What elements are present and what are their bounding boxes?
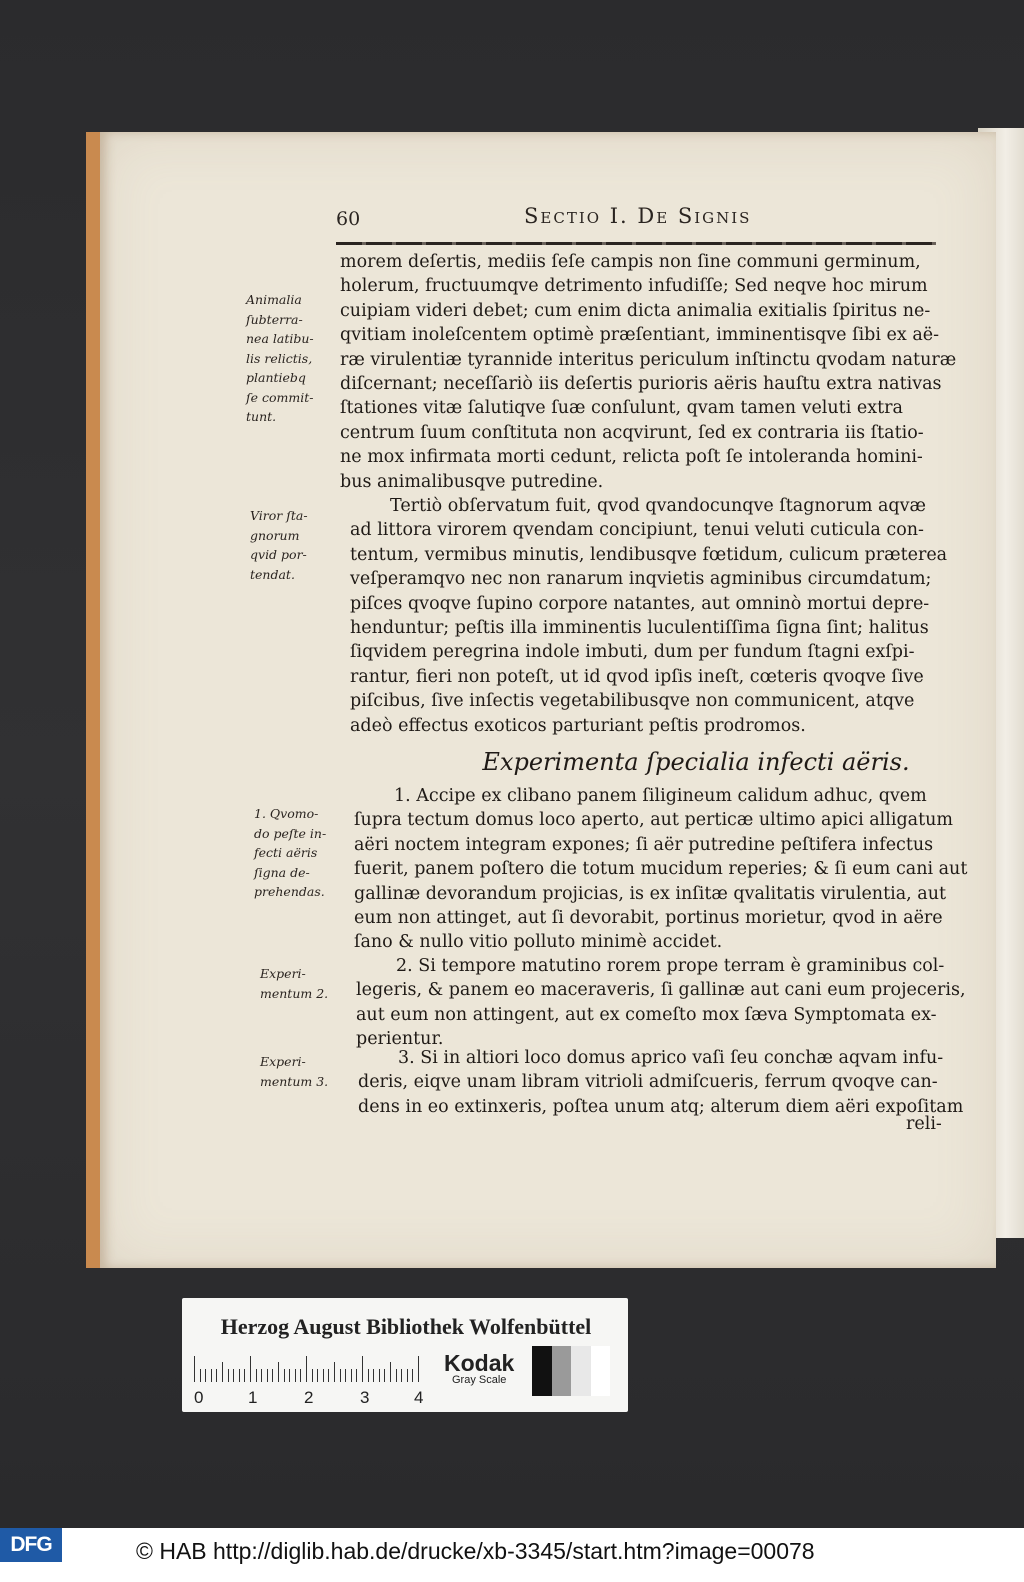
text-line: dens in eo extinxeris, poſtea unum atq; alterum diem aëri expoſitam bbox=[358, 1096, 964, 1117]
ruler-scale bbox=[194, 1354, 430, 1382]
margin-note-viror: Viror ſta- gnorum qvid por- tendat. bbox=[250, 508, 308, 582]
text-line: ſano & nullo vitio polluto minimè accidet. bbox=[354, 932, 723, 953]
ruler-tick bbox=[407, 1369, 408, 1382]
text-line: legeris, & panem eo maceraveris, ſi gallinæ aut cani eum projeceris, bbox=[356, 980, 966, 1001]
paragraph-3 bbox=[354, 784, 968, 955]
text-line: bus animalibusqve putredine. bbox=[340, 471, 604, 492]
text-line: diſcernant; neceſſariò iis deſertis purioris aëris hauſtu extra nativas bbox=[340, 374, 942, 395]
paragraph-5 bbox=[358, 1046, 964, 1119]
ruler-tick bbox=[295, 1369, 296, 1382]
ruler-tick bbox=[272, 1369, 273, 1382]
text-line: ſupra tectum domus loco aperto, aut perticæ ultimo apici alligatum bbox=[354, 810, 953, 831]
paragraph-2 bbox=[350, 494, 948, 738]
text-line: ræ virulentiæ tyrannide interitus periculum inſtinctu qvodam naturæ bbox=[340, 349, 957, 370]
gray-scale-patches bbox=[532, 1346, 610, 1396]
text-line: Tertiò obſervatum fuit, qvod qvandocunqve ſtagnorum aqvæ bbox=[390, 496, 926, 516]
ruler-tick bbox=[328, 1369, 329, 1382]
ruler-tick bbox=[401, 1369, 402, 1382]
paragraph-4 bbox=[356, 954, 966, 1052]
page-header bbox=[336, 204, 936, 234]
text-line: holerum, fructuumqve detrimento infudiſſe; Sed neqve hoc mirum bbox=[340, 276, 928, 297]
ruler-tick bbox=[261, 1369, 262, 1382]
ruler-number: 3 bbox=[360, 1388, 370, 1407]
text-line: centrum ſuum conſtituta non acqvirunt, ſed ex contraria iis ſtatio- bbox=[340, 422, 924, 443]
ruler-number: 1 bbox=[248, 1388, 258, 1407]
ruler-tick bbox=[356, 1369, 357, 1382]
text-line: morem deſertis, mediis ſeſe campis non ſine communi germinum, bbox=[340, 252, 921, 272]
ruler-tick bbox=[351, 1369, 352, 1382]
page-number: 60 bbox=[336, 208, 361, 230]
ruler-tick bbox=[306, 1356, 307, 1382]
ruler-tick bbox=[267, 1369, 268, 1382]
text-line: 1. Accipe ex clibano panem ſiligineum calidum adhuc, qvem bbox=[394, 786, 927, 806]
ruler-tick bbox=[362, 1356, 363, 1382]
text-line: henduntur; peſtis illa imminentis luculentiſſima ſigna ſint; halitus bbox=[350, 618, 929, 639]
ruler-tick bbox=[384, 1369, 385, 1382]
ruler-tick bbox=[317, 1369, 318, 1382]
text-line: 3. Si in altiori loco domus aprico vaſi ſeu conchæ aqvam infu- bbox=[398, 1048, 944, 1068]
section-title: Experimenta ſpecialia infecti aëris. bbox=[482, 748, 910, 776]
text-line: ad littora virorem qvendam concipiunt, tenui veluti cuticula con- bbox=[350, 520, 924, 541]
margin-note-qvomodo: 1. Qvomo- do peſte in- fecti aëris ſigna de- prehendas. bbox=[254, 806, 327, 899]
ruler-tick bbox=[250, 1356, 251, 1382]
ruler-tick bbox=[244, 1369, 245, 1382]
text-line: aëri noctem integram expones; ſi aër putredine peſtifera infectus bbox=[354, 834, 934, 855]
ruler-tick bbox=[222, 1362, 223, 1382]
text-line: fuerit, panem poſtero die totum mucidum reperies; & ſi eum cani aut bbox=[354, 859, 968, 880]
ruler-tick bbox=[368, 1369, 369, 1382]
text-line: veſperamqvo nec non ranarum inqvietis agminibus circumdatum; bbox=[350, 569, 932, 590]
catchword: reli- bbox=[906, 1114, 942, 1134]
ruler-tick bbox=[233, 1369, 234, 1382]
ruler-tick bbox=[194, 1356, 195, 1382]
ruler-number: 4 bbox=[414, 1388, 424, 1407]
ruler-tick bbox=[278, 1362, 279, 1382]
text-line: ſtationes vitæ ſalutiqve ſuæ conſulunt, qvam tamen veluti extra bbox=[340, 398, 903, 419]
ruler-tick bbox=[239, 1369, 240, 1382]
book-page bbox=[86, 132, 996, 1268]
ruler-tick bbox=[205, 1369, 206, 1382]
text-line: piſcibus, ſive inſectis vegetabilibusqve non communicent, atqve bbox=[350, 691, 915, 712]
ruler-tick bbox=[390, 1362, 391, 1382]
ruler-tick bbox=[289, 1369, 290, 1382]
ruler-number: 2 bbox=[304, 1388, 314, 1407]
ruler-tick bbox=[323, 1369, 324, 1382]
ruler-tick bbox=[334, 1362, 335, 1382]
ruler-tick bbox=[396, 1369, 397, 1382]
ruler-tick bbox=[412, 1369, 413, 1382]
ruler-tick bbox=[379, 1369, 380, 1382]
margin-note-experimentum-3: Experi- mentum 3. bbox=[260, 1054, 329, 1089]
ruler-tick bbox=[300, 1369, 301, 1382]
kodak-logo: Kodak bbox=[444, 1350, 515, 1376]
text-line: adeò effectus exoticos parturiant peſtis prodromos. bbox=[350, 715, 806, 736]
gray-patch bbox=[571, 1346, 591, 1396]
text-line: perientur. bbox=[356, 1029, 444, 1050]
ruler-tick bbox=[418, 1356, 419, 1382]
ruler-tick bbox=[340, 1369, 341, 1382]
gray-patch bbox=[591, 1346, 611, 1396]
text-line: aut eum non attingent, aut ex comeſto mox ſæva Symptomata ex- bbox=[356, 1004, 937, 1025]
text-line: piſces qvoqve ſupino corpore natantes, aut omninò mortui depre- bbox=[350, 593, 930, 614]
text-line: ſiqvidem peregrina indole imbuti, dum per fundum ſtagni exſpi- bbox=[350, 642, 915, 663]
text-line: cuipiam videri debet; cum enim dicta animalia exitialis ſpiritus ne- bbox=[340, 300, 931, 321]
text-line: eum non attinget, aut ſi devorabit, portinus morietur, qvod in aëre bbox=[354, 908, 943, 929]
ruler-tick bbox=[284, 1369, 285, 1382]
gray-patch bbox=[532, 1346, 552, 1396]
ruler-tick bbox=[211, 1369, 212, 1382]
ruler-number: 0 bbox=[194, 1388, 204, 1407]
text-line: ne mox infirmata morti cedunt, relicta poſt ſe intoleranda homini- bbox=[340, 447, 923, 468]
text-line: 2. Si tempore matutino rorem prope terram è graminibus col- bbox=[396, 956, 945, 976]
text-line: qvitiam inoleſcentem optimè præſentiant, imminentisqve ſibi ex aë- bbox=[340, 325, 940, 346]
text-line: gallinæ devorandum projicias, is ex inſitæ qvalitatis virulentia, aut bbox=[354, 883, 946, 904]
text-line: rantur, fieri non poteſt, ut id qvod ipſis ineſt, cœteris qvoqve ſive bbox=[350, 666, 924, 687]
source-url[interactable]: © HAB http://diglib.hab.de/drucke/xb-3345/start.htm?image=00078 bbox=[136, 1538, 815, 1564]
ruler-tick bbox=[345, 1369, 346, 1382]
color-calibration-card bbox=[182, 1298, 628, 1412]
ruler-tick bbox=[312, 1369, 313, 1382]
header-rule bbox=[336, 242, 936, 245]
ruler-tick bbox=[228, 1369, 229, 1382]
text-line: deris, eiqve unam libram vitrioli admiſcueris, ferrum qvoqve can- bbox=[358, 1072, 938, 1093]
margin-note-animalia: Animalia ſubterra- nea latibu- lis relictis, plantiebq ſe commit- tunt. bbox=[246, 292, 314, 424]
dfg-logo: DFG bbox=[0, 1528, 62, 1562]
paragraph-1 bbox=[340, 250, 957, 494]
running-head: Sectio I. De Signis bbox=[524, 204, 752, 228]
ruler-tick bbox=[200, 1369, 201, 1382]
footer-bar bbox=[0, 1528, 1024, 1582]
ruler-tick bbox=[256, 1369, 257, 1382]
kodak-subtitle: Gray Scale bbox=[452, 1374, 507, 1386]
gray-patch bbox=[552, 1346, 572, 1396]
card-title: Herzog August Bibliothek Wolfenbüttel bbox=[220, 1314, 592, 1339]
margin-note-experimentum-2: Experi- mentum 2. bbox=[260, 966, 329, 1001]
ruler-tick bbox=[373, 1369, 374, 1382]
text-line: tentum, vermibus minutis, lendibusqve fœtidum, culicum præterea bbox=[350, 544, 948, 565]
ruler-tick bbox=[216, 1369, 217, 1382]
